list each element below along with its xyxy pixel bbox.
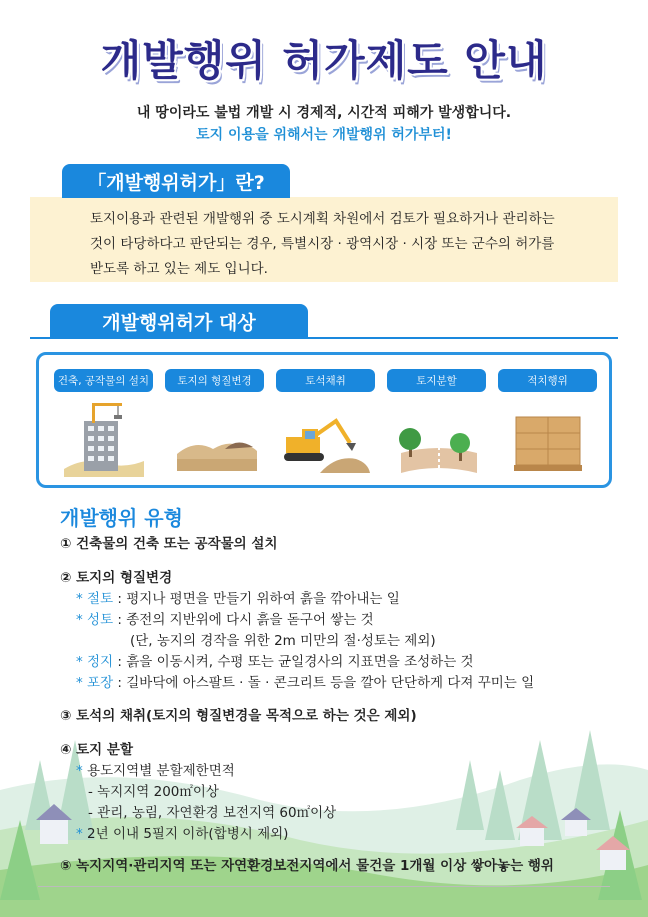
type-item-1: ① 건축물의 건축 또는 공작물의 설치 [60, 536, 278, 552]
target-label-quarrying: 토석채취 [276, 369, 375, 392]
targets-tab: 개발행위허가 대상 [50, 304, 308, 338]
type-subitem-cut: * 절토 : 평지나 평면을 만들기 위하여 흙을 깎아내는 일 [76, 591, 400, 607]
type-item-2-heading: ② 토지의 형질변경 [60, 570, 173, 586]
bottom-divider [38, 886, 610, 887]
type-item-4-heading: ④ 토지 분할 [60, 742, 133, 758]
target-label-land-division: 토지분할 [387, 369, 486, 392]
target-label-land-change: 토지의 형질변경 [165, 369, 264, 392]
type-item-4-green: - 녹지지역 200㎡이상 [88, 784, 219, 800]
earth-mound-icon [165, 399, 264, 479]
target-label-stacking: 적치행위 [498, 369, 597, 392]
definition-line: 것이 타당하다고 판단되는 경우, 특별시장 · 광역시장 · 시장 또는 군수의 허가를 [90, 236, 555, 252]
type-subitem-fill: * 성토 : 종전의 지반위에 다시 흙을 돋구어 쌓는 것 [76, 612, 374, 628]
type-item-3: ③ 토석의 채취(토지의 형질변경을 목적으로 하는 것은 제외) [60, 708, 417, 724]
definition-line: 받도록 하고 있는 제도 입니다. [90, 261, 268, 277]
stacked-boxes-icon [498, 399, 597, 479]
subtitle-highlight: 토지 이용을 위해서는 개발행위 허가부터! [196, 127, 452, 143]
type-item-4-sub2: * 2년 이내 5필지 이하(합병시 제외) [76, 826, 289, 842]
targets-divider [30, 337, 618, 339]
definition-tab: 「개발행위허가」란? [62, 164, 290, 198]
types-title: 개발행위 유형 [60, 506, 183, 530]
construction-crane-icon [54, 399, 153, 479]
type-item-5: ⑤ 녹지지역·관리지역 또는 자연환경보전지역에서 물건을 1개월 이상 쌓아놓는 행위 [60, 858, 554, 874]
definition-line: 토지이용과 관련된 개발행위 중 도시계획 차원에서 검토가 필요하거나 관리하는 [90, 211, 555, 227]
type-item-4-sub1: * 용도지역별 분할제한면적 [76, 763, 235, 779]
type-item-4-management: - 관리, 농림, 자연환경 보전지역 60㎡이상 [88, 805, 337, 821]
target-label-building: 건축, 공작물의 설치 [54, 369, 153, 392]
land-division-icon [387, 399, 486, 479]
type-subitem-paving: * 포장 : 길바닥에 아스팔트 · 돌 · 콘크리트 등을 깔아 단단하게 다져 꾸미는 일 [76, 675, 535, 691]
type-subitem-grading: * 정지 : 흙을 이동시켜, 수평 또는 균일경사의 지표면을 조성하는 것 [76, 654, 474, 670]
definition-box [30, 197, 618, 282]
page-title: 개발행위 허가제도 안내 [100, 36, 548, 85]
type-subitem-note: (단, 농지의 경작을 위한 2m 미만의 절·성토는 제외) [130, 633, 436, 649]
excavator-icon [276, 399, 375, 479]
targets-box [36, 352, 612, 488]
subtitle-warning: 내 땅이라도 불법 개발 시 경제적, 시간적 피해가 발생합니다. [136, 105, 512, 121]
